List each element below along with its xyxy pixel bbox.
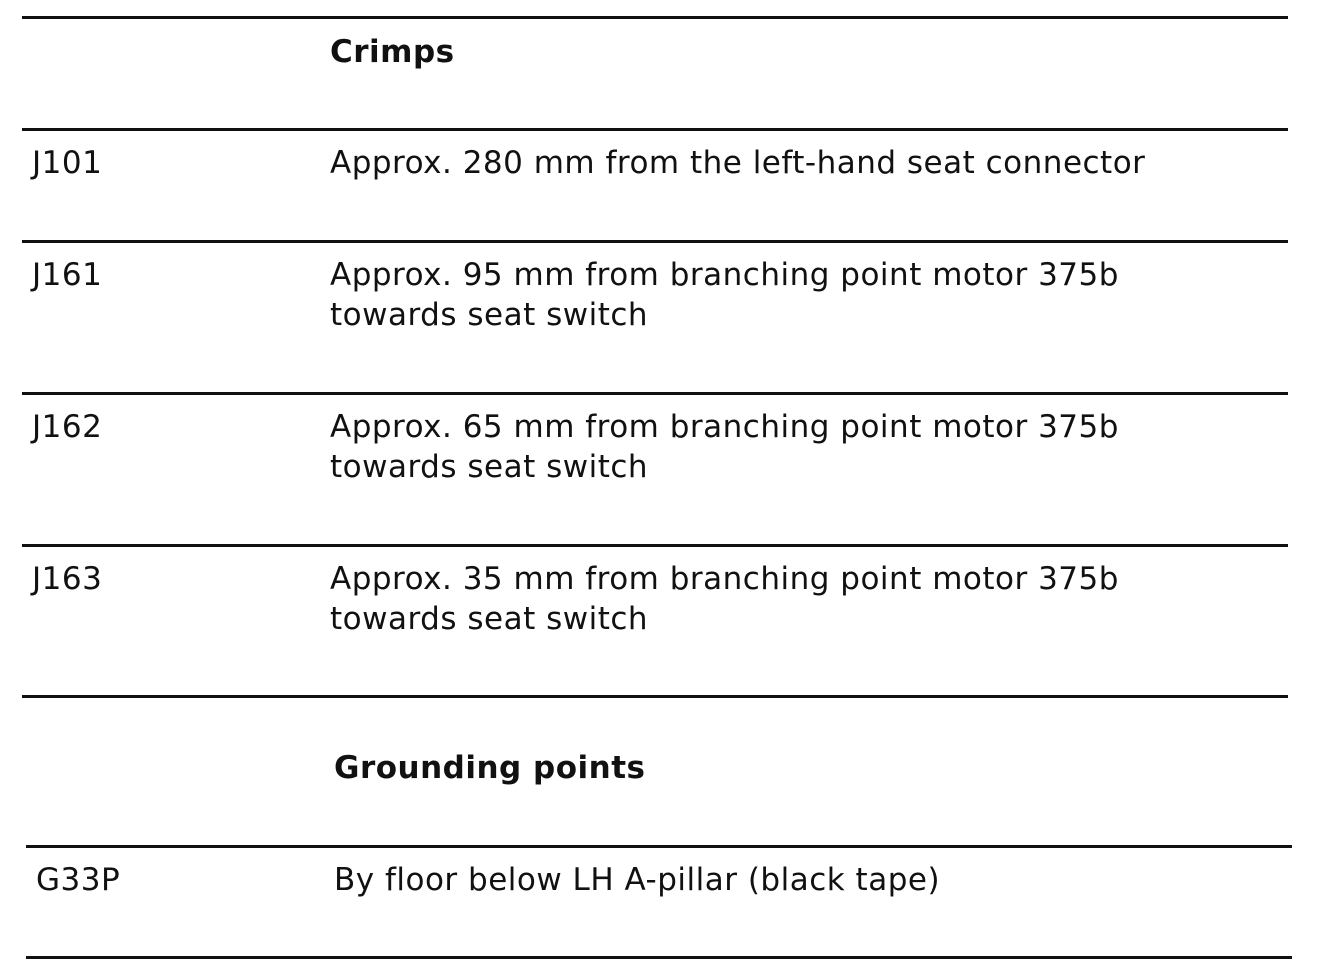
row-id: J162 — [32, 409, 103, 445]
table-rule — [22, 128, 1288, 131]
row-description-line: towards seat switch — [330, 297, 649, 333]
row-description-line: towards seat switch — [330, 601, 649, 637]
table-rule-bottom — [22, 695, 1288, 698]
row-id: J163 — [32, 561, 103, 597]
row-description-line: Approx. 65 mm from branching point motor 375b — [330, 409, 1119, 445]
row-id: G33P — [36, 862, 121, 898]
row-id: J101 — [32, 145, 103, 181]
table-rule-top — [22, 16, 1288, 19]
section-heading-crimps: Crimps — [330, 34, 455, 70]
row-id: J161 — [32, 257, 103, 293]
row-description-line: Approx. 95 mm from branching point motor 375b — [330, 257, 1119, 293]
row-description-line: towards seat switch — [330, 449, 649, 485]
row-description-line: Approx. 280 mm from the left-hand seat connector — [330, 145, 1146, 181]
row-description-line: By floor below LH A-pillar (black tape) — [334, 862, 941, 898]
row-description-line: Approx. 35 mm from branching point motor 375b — [330, 561, 1119, 597]
section-heading-grounding-points: Grounding points — [334, 750, 646, 786]
table-rule — [22, 240, 1288, 243]
table-rule-bottom — [26, 956, 1292, 959]
table-rule — [26, 845, 1292, 848]
table-rule — [22, 544, 1288, 547]
table-rule — [22, 392, 1288, 395]
